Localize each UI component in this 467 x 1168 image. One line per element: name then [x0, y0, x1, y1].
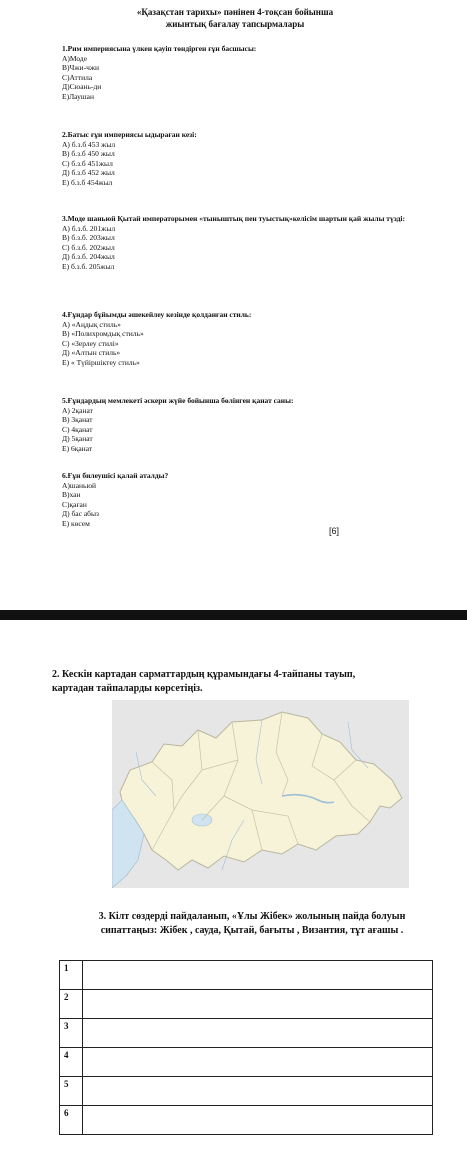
question-2	[62, 130, 442, 188]
row-number: 3	[60, 1019, 83, 1048]
kazakhstan-outline-map	[112, 700, 409, 888]
table-row	[60, 1077, 433, 1106]
row-number: 6	[60, 1106, 83, 1135]
option: А)шаньюй	[62, 480, 97, 490]
option: С) «Зерлеу стилі»	[62, 338, 119, 348]
answer-cell[interactable]	[83, 1106, 433, 1135]
row-number: 2	[60, 990, 83, 1019]
question-text: 6.Ғұн билеушісі қалай аталды?	[62, 471, 169, 480]
question-text: 5.Ғұндардың мемлекеті әскери жүйе бойынша бөлінген қанат саны:	[62, 396, 294, 405]
row-number: 1	[60, 961, 83, 990]
option: Е) 6қанат	[62, 443, 93, 453]
option: В)хан	[62, 490, 81, 500]
question-text: 2.Батыс ғұн империясы ыдыраған кезі:	[62, 130, 197, 139]
row-number: 5	[60, 1077, 83, 1106]
answer-cell[interactable]	[83, 1077, 433, 1106]
question-text: 4.Ғұндар бұйымды әшекейлеу кезінде қолданған стиль:	[62, 310, 252, 319]
task-2-line-2: картадан тайпаларды көрсетіңіз.	[52, 683, 203, 694]
task-3-line-2: сипаттаңыз: Жібек , сауда, Қытай, бағыты , Византия, тұт ағашы .	[100, 925, 404, 936]
answer-table	[59, 960, 433, 1135]
title-line-1: «Қазақстан тарихы» пәнінен 4-тоқсан бойынша	[136, 7, 334, 17]
option: В) «Полихромдық стиль»	[62, 329, 144, 339]
option: Д) 5қанат	[62, 434, 93, 444]
option: Е) б.з.б 454жыл	[62, 177, 113, 187]
table-row	[60, 1048, 433, 1077]
table-row	[60, 1106, 433, 1135]
option: С) б.з.б. 202жыл	[62, 242, 115, 252]
option: В) б.з.б. 203жыл	[62, 233, 115, 243]
question-3	[62, 214, 442, 272]
option: С)Аттила	[62, 72, 93, 82]
task-3-line-1: 3. Кілт сөздерді пайдаланып, «Ұлы Жібек» жолының пайда болуын	[98, 911, 406, 922]
map-image	[112, 700, 409, 888]
row-number: 4	[60, 1048, 83, 1077]
answer-cell[interactable]	[83, 1019, 433, 1048]
title-line-2: жиынтық бағалау тапсырмалары	[165, 19, 305, 29]
table-row	[60, 961, 433, 990]
option: Е) көсем	[62, 518, 90, 528]
question-6	[62, 471, 442, 529]
option: Е)Лаушан	[62, 91, 94, 101]
question-text: 1.Рим империясына үлкен қауіп төндірген ғұн басшысы:	[62, 44, 257, 53]
option: С) 4қанат	[62, 424, 93, 434]
question-5	[62, 396, 442, 454]
table-row	[60, 990, 433, 1019]
option: Д) «Алтын стиль»	[62, 348, 121, 358]
option: С) б.з.б 451жыл	[62, 158, 113, 168]
option: Д) бас абыз	[62, 509, 99, 519]
option: Е) б.з.б. 205жыл	[62, 261, 115, 271]
answer-cell[interactable]	[83, 1048, 433, 1077]
question-1	[62, 44, 442, 102]
question-text: 3.Моде шаньюй Қытай императорымен «тыныштық пен туыстық»келісім шартын қай жылы түзді:	[62, 214, 405, 223]
question-4	[62, 310, 442, 368]
page-title	[60, 6, 410, 30]
option: А) 2қанат	[62, 405, 93, 415]
task-2-text	[52, 668, 432, 696]
option: А) б.з.б. 201жыл	[62, 223, 116, 233]
option: Д) б.з.б 452 жыл	[62, 168, 115, 178]
answer-cell[interactable]	[83, 990, 433, 1019]
option: Д) б.з.б. 204жыл	[62, 252, 115, 262]
score-mark: [6]	[328, 526, 339, 536]
task-3-text	[72, 910, 432, 938]
task-2-line-1: 2. Кескін картадан сарматтардың құрамындағы 4-тайпаны тауып,	[52, 669, 356, 680]
answer-cell[interactable]	[83, 961, 433, 990]
test-page-2	[0, 620, 467, 1168]
option: В) 3қанат	[62, 415, 93, 425]
option: С)қаған	[62, 499, 87, 509]
option: В)Чжи-чжи	[62, 63, 100, 73]
option: А) б.з.б 453 жыл	[62, 139, 116, 149]
option: Е) « Түйіршіктеу стиль»	[62, 357, 140, 367]
option: Д)Сюань-ди	[62, 82, 102, 92]
option: А)Моде	[62, 53, 88, 63]
table-row	[60, 1019, 433, 1048]
option: В) б.з.б 450 жыл	[62, 149, 115, 159]
option: А) «Аңдық стиль»	[62, 319, 121, 329]
